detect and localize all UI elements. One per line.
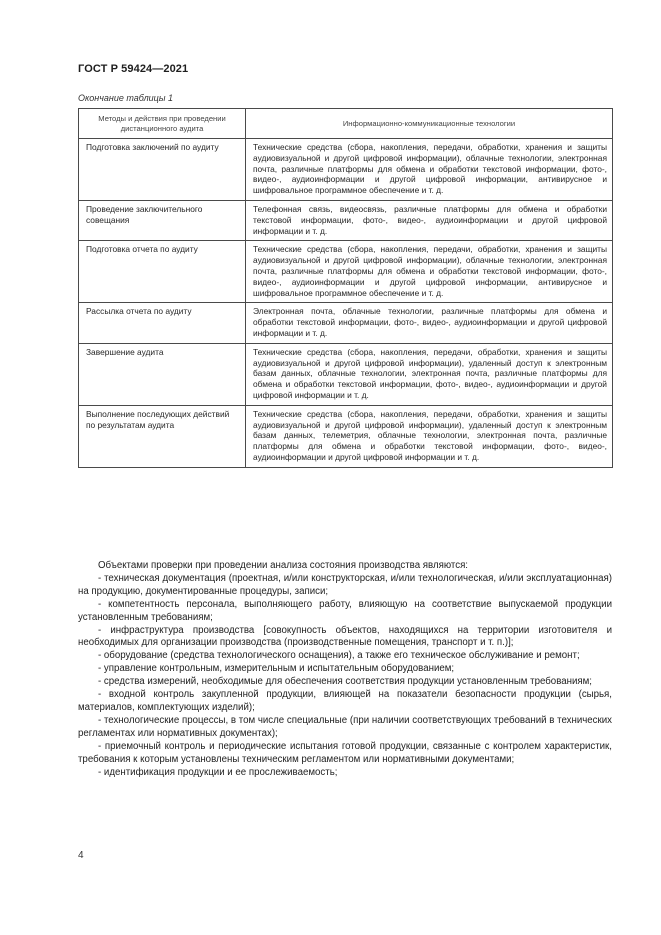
- table-cell-action: Проведение заключительного совещания: [79, 200, 246, 240]
- table-cell-tech: Электронная почта, облачные технологии, различные платформы для обмена и обработки текстовой информации, фото-, видео-, аудиоинформации и другой цифровой информации и т. д.: [246, 303, 613, 343]
- list-item: - технологические процессы, в том числе специальные (при наличии соответствующих требований в технических регламентах или нормативных документах);: [78, 714, 612, 739]
- column-header-methods: Методы и действия при проведении дистанционного аудита: [79, 109, 246, 139]
- table-row: [79, 200, 613, 240]
- table-row: [79, 303, 613, 343]
- table-row: [79, 241, 613, 303]
- table-cell-action: Подготовка заключений по аудиту: [79, 139, 246, 201]
- list-item: - входной контроль закупленной продукции, влияющей на показатели безопасности продукции (сырья, материалов, комплектующих изделий);: [78, 689, 612, 713]
- table-cell-tech: Технические средства (сбора, накопления, передачи, обработки, хранения и защиты аудиовизуальной и другой цифровой информации), удаленный доступ к электронным базам данных, телеметрия, облачные технологии, электронная почта, различные платформы для обмена и обработки текстовой информации, фото-, видео-, аудиоинформации и другой цифровой информации и т. д.: [246, 405, 613, 467]
- table-header-row: [79, 109, 613, 139]
- list-item: - техническая документация (проектная, и/или конструкторская, и/или технологическая, и/или эксплуатационная) на продукцию, документированные процедуры, записи;: [78, 572, 612, 597]
- table-cell-action: Подготовка отчета по аудиту: [79, 241, 246, 303]
- table-row: [79, 343, 613, 405]
- table-cell-tech: Телефонная связь, видеосвязь, различные платформы для обмена и обработки текстовой информации, фото-, видео-, аудиоинформации и другой цифровой информации и т. д.: [246, 200, 613, 240]
- audit-methods-table-container: [78, 108, 612, 468]
- body-text: [78, 560, 612, 779]
- document-header: ГОСТ Р 59424—2021: [78, 63, 189, 75]
- page-number: 4: [78, 850, 84, 861]
- list-item: - средства измерений, необходимые для обеспечения соответствия продукции установленным требованиям;: [98, 676, 592, 688]
- table-row: [79, 405, 613, 467]
- table-cell-action: Завершение аудита: [79, 343, 246, 405]
- table-cell-action: Выполнение последующих действий по результатам аудита: [79, 405, 246, 467]
- audit-methods-table: [78, 108, 613, 468]
- table-row: [79, 139, 613, 201]
- list-item: - инфраструктура производства [совокупность объектов, находящихся на территории изготовителя и необходимых для организации производства (производственные помещения, транспорт и т. п.)];: [78, 624, 612, 649]
- column-header-ict: Информационно-коммуникационные технологии: [246, 109, 613, 139]
- table-cell-tech: Технические средства (сбора, накопления, передачи, обработки, хранения и защиты аудиовизуальной и другой цифровой информации), облачные технологии, электронная почта, различные платформы для обмена и обработки текстовой информации, фото-, видео-, аудиоинформации и другой цифровой информации, антивирусное и шифровальное программное обеспечение и т. д.: [246, 139, 613, 201]
- list-item: - компетентность персонала, выполняющего работу, влияющую на соответствие выпускаемой продукции установленным требованиям;: [78, 598, 612, 623]
- list-item: - идентификация продукции и ее прослеживаемость;: [98, 766, 338, 778]
- intro-paragraph: Объектами проверки при проведении анализа состояния производства являются:: [98, 560, 469, 571]
- list-item: - управление контрольным, измерительным и испытательным оборудованием;: [98, 663, 455, 675]
- table-caption: Окончание таблицы 1: [78, 93, 173, 103]
- table-cell-tech: Технические средства (сбора, накопления, передачи, обработки, хранения и защиты аудиовизуальной и другой цифровой информации), удаленный доступ к электронным базам данных, облачные технологии, электронная почта, различные платформы для обмена и обработки текстовой информации, фото-, видео-, аудиоинформации и другой цифровой информации и т. д.: [246, 343, 613, 405]
- table-cell-tech: Технические средства (сбора, накопления, передачи, обработки, хранения и защиты аудиовизуальной и другой цифровой информации), облачные технологии, электронная почта, различные платформы для обмена и обработки текстовой информации, фото-, видео-, аудиоинформации и другой цифровой информации, антивирусное и шифровальное программное обеспечение и т. д.: [246, 241, 613, 303]
- list-item: - оборудование (средства технологического оснащения), а также его техническое обслуживание и ремонт;: [98, 650, 580, 662]
- list-item: - приемочный контроль и периодические испытания готовой продукции, связанные с контролем характеристик, требования к которым установлены техническим регламентом или нормативными документами;: [78, 740, 612, 765]
- table-cell-action: Рассылка отчета по аудиту: [79, 303, 246, 343]
